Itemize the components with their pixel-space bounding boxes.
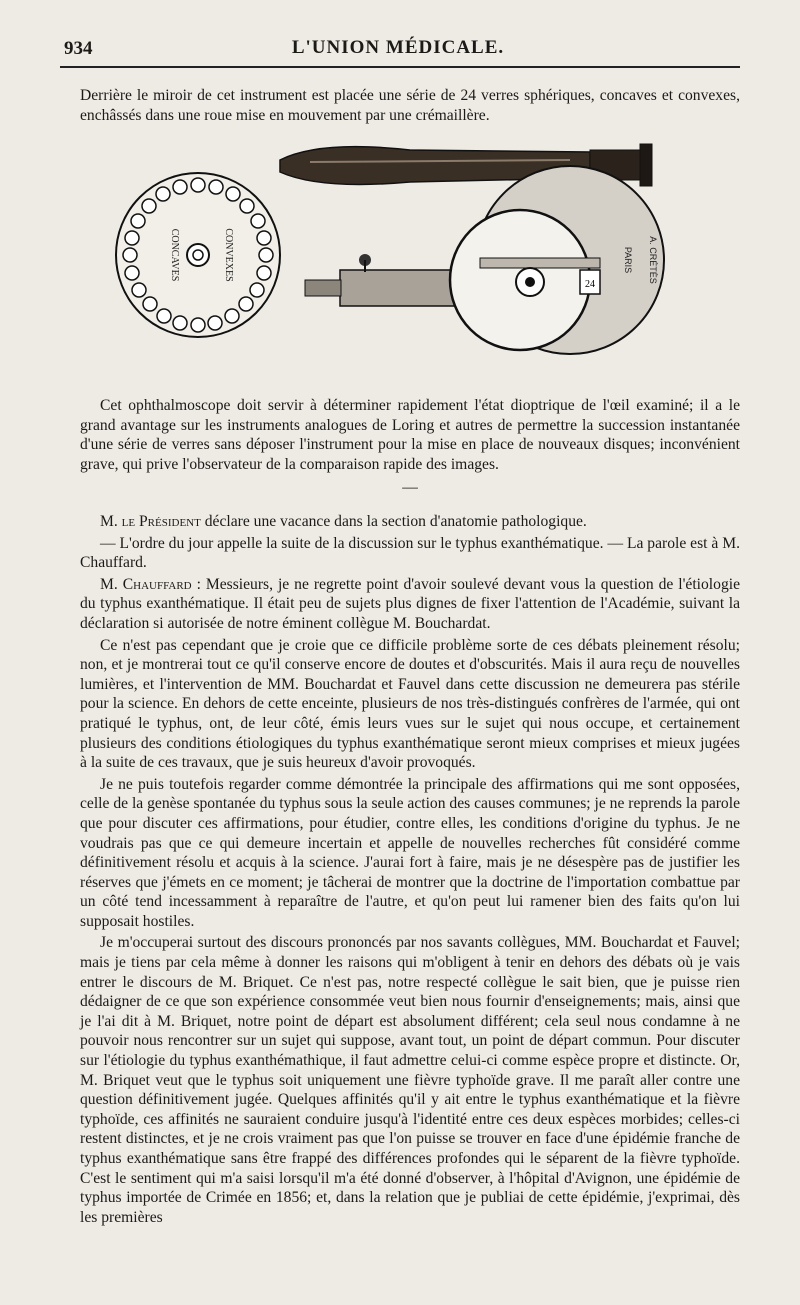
magnified-detail-icon — [450, 166, 664, 354]
ophthalmoscope-illustration — [110, 130, 710, 380]
intro-paragraph — [80, 86, 740, 125]
concaves-label: CONCAVES — [169, 228, 180, 282]
header-rule — [60, 66, 740, 68]
lens-wheel-icon — [116, 173, 280, 337]
paragraph-2: — L'ordre du jour appelle la suite de la discussion sur le typhus exanthématique. — La parole est à M. Chauffard. — [80, 534, 740, 572]
body-text — [80, 512, 740, 1229]
paris-label: PARIS — [623, 246, 633, 274]
page-number: 934 — [64, 38, 93, 59]
convexes-label: CONVEXES — [223, 228, 234, 282]
section-separator: — — [402, 479, 418, 497]
paragraph-6: Je m'occuperai surtout des discours prononcés par nos savants collègues, MM. Bouchardat et Fauvel; mais je tiens par cela même à donner les raisons qui m'obligent à tenir en dehors des débats où je vais entrer le discours de M. Briquet. Ce n'est pas, notre respecté collègue le sait bien, que je puisse rien dédaigner de ce que son expérience consommée veut bien nous fournir d'enseignements; mais, ainsi que je l'ai dit à M. Briquet, notre point de départ est absolument différent; cela seul nous condamne à ne pouvoir nous rencontrer sur un sujet qui suppose, avant tout, un point de départ commun. Pour discuter sur l'étiologie du typhus exanthémathique, il faut admettre celui-ci comme espèce propre et distincte. Or, M. Briquet veut que le typhus soit uniquement une fièvre typhoïde grave. Il me paraît aller contre une question définitivement jugée. Quelques affinités qu'il y ait entre le typhus exanthématique et la fièvre typhoïde, ces affinités ne sauraient conduire jusqu'à l'identité entre ces deux espèces morbides; celles-ci restent distinctes, et je ne crois vraiment pas que l'on puisse se trouver en face d'une épidémie franche de typhus exanthématique sans être frappé des différences profondes qui le séparent de la fièvre typhoïde. C'est le sentiment qui m'a saisi lorsqu'il m'a été donné d'observer, à l'hôpital d'Avignon, une épidémie de typhus importée de Crimée en 1856; et, dans la relation que je publiai de cette épidémie, j'exprimai, dès les premières — [80, 934, 740, 1226]
caption-paragraph — [80, 396, 740, 506]
page-header — [58, 32, 738, 62]
paragraph-5: Je ne puis toutefois regarder comme démontrée la principale des affirmations qui me sont opposées, celle de la genèse spontanée du typhus sous la seule action des causes communes; je ne reprends la parole que pour discuter ces affirmations, pour étudier, contre elles, les conditions d'origine du typhus. Je ne voudrais pas que ce qui demeure incertain et appelle de nouvelles recherches fût considéré comme définitivement résolu et acquis à la science. J'aurai fort à faire, mais je ne désespère pas de justifier les réserves que j'émets en ce moment; je tâcherai de montrer que la doctrine de l'importation combattue par un côté tend incessamment à reparaître de l'autre, et qu'on peut lui ramener bien des faits qu'on lui supposait hostiles. — [80, 775, 740, 930]
instrument-body-icon — [305, 254, 470, 306]
paragraph-4: Ce n'est pas cependant que je croie que ce difficile problème sorte de ces débats pleinement résolu; non, et je montrerai tout ce qu'il conserve encore de doutes et d'obscurités. Mais il aura reçu de nouvelles lumières, et l'intervention de MM. Bouchardat et Fauvel dans cette discussion ne demeurera pas stérile pour la science. En dehors de cette enceinte, plusieurs de nos très-distingués confrères de l'armée, qui ont pratiqué le typhus, ont, de leur côté, émis leurs vues sur le sujet qui nous occupe, et certainement plusieurs des conditions étiologiques du typhus exanthématique seront mieux comprises et mieux jugées à la suite de ces travaux, que je suis heureux d'avoir provoqués. — [80, 636, 740, 772]
maker-label: A. CRÉTÈS — [648, 236, 658, 284]
intro-text: Derrière le miroir de cet instrument est placée une série de 24 verres sphériques, concaves et convexes, enchâssés dans une roue mise en mouvement par une crémaillère. — [80, 87, 740, 124]
caption-text: Cet ophthalmoscope doit servir à déterminer rapidement l'état dioptrique de l'œil examiné; il a le grand avantage sur les instruments analogues de Loring et autres de permettre la succession instantanée d'une série de verres sans déposer l'instrument pour la mise en place de nouveaux disques; inconvénient grave, qui prive l'observateur de la comparaison rapide des images. — [80, 397, 740, 473]
paragraph-3-text: : Messieurs, je ne regrette point d'avoir soulevé devant vous la question de l'étiologie du typhus exanthématique. Il était peu de sujets plus dignes de fixer l'attention de l'Académie, suivant la déclaration si autorisée de notre éminent collègue M. Bouchardat. — [80, 575, 740, 632]
speaker-chauffard: M. Chauffard — [100, 575, 192, 593]
running-head: L'UNION MÉDICALE. — [291, 37, 505, 58]
paragraph-1 — [80, 512, 740, 532]
window-number: 24 — [585, 279, 595, 290]
paragraph-1-text: déclare une vacance dans la section d'anatomie pathologique. — [200, 513, 587, 530]
ophthalmoscope-figure — [110, 130, 710, 380]
speaker-president: M. le Président — [100, 513, 201, 530]
paragraph-3 — [80, 575, 740, 634]
